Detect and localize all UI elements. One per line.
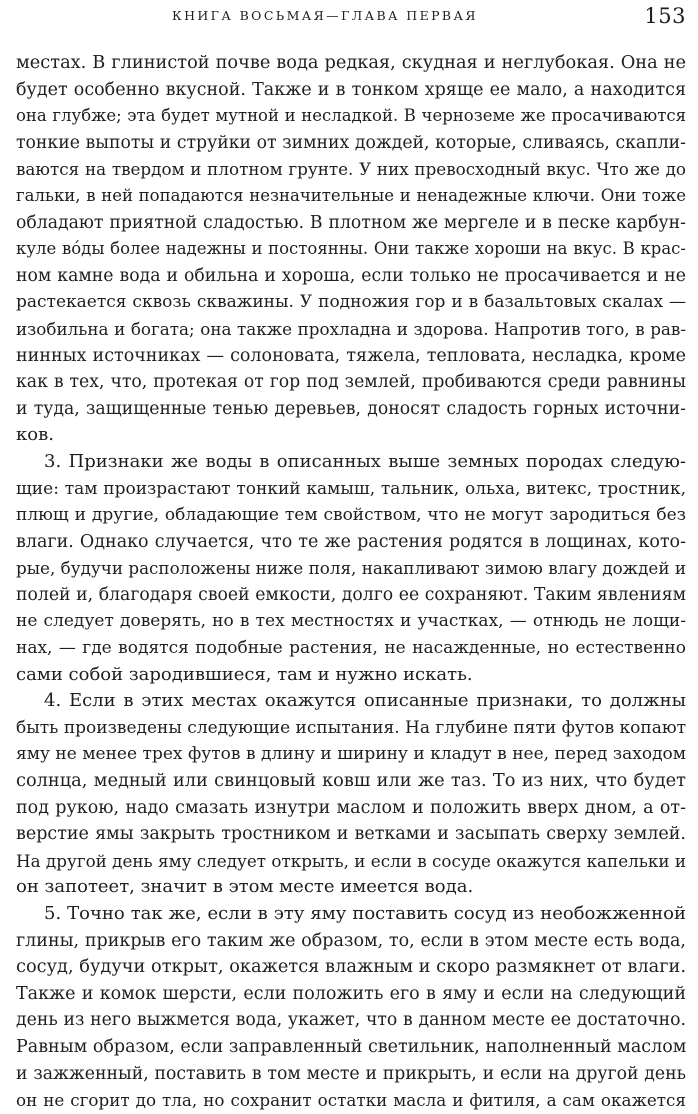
running-head: КНИГА ВОСЬМАЯ—ГЛАВА ПЕРВАЯ bbox=[172, 8, 478, 23]
page-number: 153 bbox=[644, 4, 686, 28]
text-line: 5. Точно так же, если в эту яму поставить сосуд из необожженной bbox=[44, 903, 686, 924]
text-line: день из него выжмется вода, укажет, что в данном месте ее достаточно. bbox=[16, 1010, 686, 1031]
text-line: Равным образом, если заправленный светильник, наполненный маслом bbox=[16, 1036, 687, 1057]
text-line: он запотеет, значит в этом месте имеется вода. bbox=[16, 876, 474, 898]
text-line: под рукою, надо смазать изнутри маслом и положить вверх дном, а от- bbox=[16, 797, 686, 818]
text-line: ваются на твердом и плотном грунте. У них превосходный вкус. Что же до bbox=[16, 159, 686, 180]
text-line: тонкие выпоты и струйки от зимних дождей, которые, сливаясь, скапли- bbox=[16, 132, 686, 153]
text-line: На другой день яму следует открыть, и если в сосуде окажутся капельки и bbox=[16, 850, 686, 871]
text-line: сами собой зародившиеся, там и нужно искать. bbox=[16, 663, 473, 685]
text-line: влаги. Однако случается, что те же растения родятся в лощинах, кото- bbox=[16, 531, 686, 552]
text-line: 3. Признаки же воды в описанных выше земных породах следую- bbox=[44, 450, 686, 472]
text-line: нинных источниках — солоновата, тяжела, тепловата, несладка, кроме bbox=[16, 345, 686, 366]
text-line: рые, будучи расположены ниже поля, накапливают зимою влагу дождей и bbox=[16, 558, 686, 579]
text-line: гальки, в ней попадаются незначительные и ненадежные ключи. Они тоже bbox=[16, 185, 686, 205]
text-line: ков. bbox=[16, 424, 54, 446]
text-line: и туда, защищенные тенью деревьев, доносят сладость горных источни- bbox=[16, 398, 686, 419]
text-line: местах. В глинистой почве вода редкая, скудная и неглубокая. Она не bbox=[16, 53, 686, 73]
text-line: 4. Если в этих местах окажутся описанные признаки, то должны bbox=[44, 690, 686, 712]
text-line: не следует доверять, но в тех местностях и участках, — отнюдь не лощи- bbox=[16, 611, 686, 632]
text-line: куле вóды более надежны и постоянны. Они также хороши на вкус. В крас- bbox=[16, 239, 686, 259]
text-line: глины, прикрыв его таким же образом, то, если в этом месте есть вода, bbox=[16, 930, 686, 951]
text-line: верстие ямы закрыть тростником и ветками и засыпать сверху землей. bbox=[16, 824, 686, 845]
text-line: сосуд, будучи открыт, окажется влажным и скоро размякнет от влаги. bbox=[16, 957, 686, 978]
text-line: будет особенно вкусной. Также и в тонком хряще ее мало, а находится bbox=[16, 79, 686, 100]
text-line: плющ и другие, обладающие тем свойством, что не могут зародиться без bbox=[16, 505, 686, 526]
text-line: он не сгорит до тла, но сохранит остатки масла и фитиля, а сам окажется bbox=[16, 1090, 686, 1111]
text-line: полей и, благодаря своей емкости, долго ее сохраняют. Таким явлениям bbox=[16, 584, 686, 605]
text-line: быть произведены следующие испытания. На глубине пяти футов копают bbox=[16, 717, 687, 738]
text-line: как в тех, что, протекая от гор под землей, пробиваются среди равнины bbox=[16, 372, 686, 393]
body-text bbox=[16, 50, 686, 1114]
text-line: изобильна и богата; она также прохладна и здорова. Напротив того, в рав- bbox=[16, 318, 686, 339]
text-line: и зажженный, поставить в том месте и прикрыть, и если на другой день bbox=[16, 1063, 686, 1084]
text-line: обладают приятной сладостью. В плотном же мергеле и в песке карбун- bbox=[16, 212, 686, 233]
text-line: солнца, медный или свинцовый ковш или же таз. То из них, что будет bbox=[16, 771, 686, 792]
text-line: яму не менее трех футов в длину и ширину и кладут в нее, перед заходом bbox=[16, 744, 686, 765]
text-line: она глубже; эта будет мутной и несладкой. В черноземе же просачиваются bbox=[16, 106, 686, 126]
text-line: ном камне вода и обильна и хороша, если только не просачивается и не bbox=[16, 265, 686, 286]
text-line: щие: там произрастают тонкий камыш, тальник, ольха, витекс, тростник, bbox=[16, 478, 686, 499]
text-line: растекается сквозь скважины. У подножия гор и в базальтовых скалах — bbox=[16, 292, 686, 313]
text-line: нах, — где водятся подобные растения, не насажденные, но естественно bbox=[16, 638, 686, 659]
text-line: Также и комок шерсти, если положить его в яму и если на следующий bbox=[16, 983, 686, 1004]
